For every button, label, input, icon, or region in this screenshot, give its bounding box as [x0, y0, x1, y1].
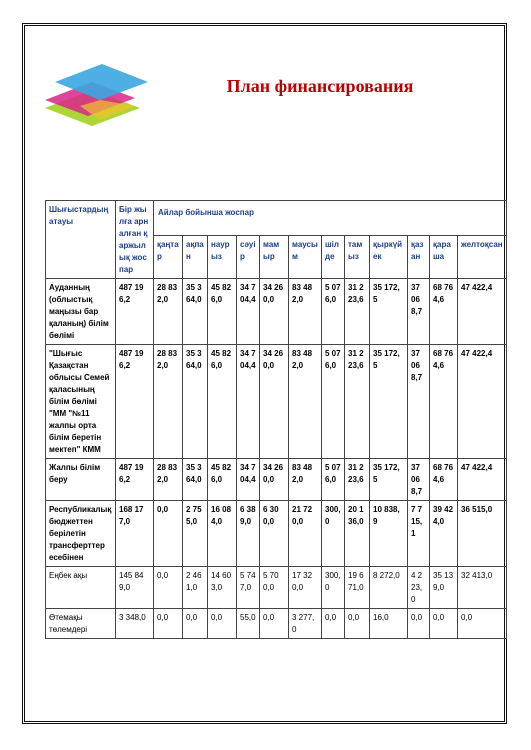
- row-month-value: 3 277,0: [289, 609, 322, 639]
- row-month-value: 5 700,0: [260, 567, 289, 609]
- row-month-value: 300,0: [322, 567, 345, 609]
- row-month-value: 34 260,0: [260, 345, 289, 459]
- row-year-value: 145 849,0: [116, 567, 154, 609]
- row-month-value: 5 747,0: [237, 567, 260, 609]
- row-month-value: 16 084,0: [208, 501, 237, 567]
- row-month-value: 28 832,0: [154, 459, 183, 501]
- row-month-value: 45 826,0: [208, 279, 237, 345]
- row-month-value: 35 364,0: [183, 279, 208, 345]
- row-month-value: 0,0: [322, 609, 345, 639]
- row-month-value: 34 260,0: [260, 459, 289, 501]
- row-month-value: 68 764,6: [430, 459, 458, 501]
- row-month-value: 35 172,5: [370, 279, 408, 345]
- month-header: қазан: [408, 236, 430, 279]
- month-header: қаңтар: [154, 236, 183, 279]
- row-month-value: 35 364,0: [183, 459, 208, 501]
- row-month-value: 21 720,0: [289, 501, 322, 567]
- row-month-value: 0,0: [260, 609, 289, 639]
- month-header: маусым: [289, 236, 322, 279]
- row-year-value: 487 196,2: [116, 279, 154, 345]
- row-name: Республикалық бюджеттен берілетін трансферттер есебінен: [46, 501, 116, 567]
- row-month-value: 5 076,0: [322, 345, 345, 459]
- row-year-value: 487 196,2: [116, 345, 154, 459]
- row-month-value: 28 832,0: [154, 279, 183, 345]
- row-month-value: 55,0: [237, 609, 260, 639]
- row-month-value: 7 715,1: [408, 501, 430, 567]
- row-month-value: 0,0: [154, 567, 183, 609]
- row-month-value: 45 826,0: [208, 345, 237, 459]
- row-month-value: 35 172,5: [370, 345, 408, 459]
- row-month-value: 37 068,7: [408, 459, 430, 501]
- row-month-value: 47 422,4: [458, 459, 507, 501]
- row-month-value: 2 461,0: [183, 567, 208, 609]
- column-header-year-plan: Бір жылға арналған қаржылық жоспар: [116, 201, 154, 279]
- row-month-value: 5 076,0: [322, 459, 345, 501]
- month-header: желтоқсан: [458, 236, 507, 279]
- row-month-value: 34 704,4: [237, 279, 260, 345]
- row-month-value: 31 223,6: [345, 345, 370, 459]
- row-month-value: 0,0: [458, 609, 507, 639]
- month-header: ақпан: [183, 236, 208, 279]
- row-month-value: 19 671,0: [345, 567, 370, 609]
- row-month-value: 37 068,7: [408, 345, 430, 459]
- row-month-value: 68 764,6: [430, 345, 458, 459]
- row-month-value: 36 515,0: [458, 501, 507, 567]
- row-month-value: 34 260,0: [260, 279, 289, 345]
- column-header-monthly-plan: Айлар бойынша жоспар: [154, 201, 507, 236]
- row-month-value: 16,0: [370, 609, 408, 639]
- row-month-value: 0,0: [408, 609, 430, 639]
- row-month-value: 83 482,0: [289, 459, 322, 501]
- row-month-value: 47 422,4: [458, 345, 507, 459]
- row-year-value: 3 348,0: [116, 609, 154, 639]
- row-month-value: 28 832,0: [154, 345, 183, 459]
- row-month-value: 6 389,0: [237, 501, 260, 567]
- row-month-value: 2 755,0: [183, 501, 208, 567]
- row-month-value: 10 838,9: [370, 501, 408, 567]
- row-month-value: 83 482,0: [289, 345, 322, 459]
- row-month-value: 6 300,0: [260, 501, 289, 567]
- row-month-value: 47 422,4: [458, 279, 507, 345]
- row-name: Жалпы білім беру: [46, 459, 116, 501]
- table-row: [46, 459, 507, 501]
- row-month-value: 14 603,0: [208, 567, 237, 609]
- page-title: План финансирования: [226, 76, 414, 96]
- row-name: Еңбек ақы: [46, 567, 116, 609]
- row-month-value: 0,0: [345, 609, 370, 639]
- row-name: Ауданның (облыстық маңызы бар қаланың) білім бөлімі: [46, 279, 116, 345]
- row-month-value: 35 364,0: [183, 345, 208, 459]
- row-month-value: 0,0: [183, 609, 208, 639]
- row-month-value: 34 704,4: [237, 459, 260, 501]
- table-row: [46, 609, 507, 639]
- row-month-value: 83 482,0: [289, 279, 322, 345]
- row-month-value: 8 272,0: [370, 567, 408, 609]
- row-year-value: 487 196,2: [116, 459, 154, 501]
- month-header: қыркүйек: [370, 236, 408, 279]
- finance-plan-table: [45, 200, 507, 639]
- row-year-value: 168 177,0: [116, 501, 154, 567]
- table-row: [46, 501, 507, 567]
- header-row: [46, 201, 507, 236]
- row-month-value: 17 320,0: [289, 567, 322, 609]
- month-header: тамыз: [345, 236, 370, 279]
- row-month-value: 0,0: [430, 609, 458, 639]
- row-month-value: 0,0: [154, 501, 183, 567]
- table-row: [46, 279, 507, 345]
- row-month-value: 35 139,0: [430, 567, 458, 609]
- row-month-value: 5 076,0: [322, 279, 345, 345]
- row-month-value: 39 424,0: [430, 501, 458, 567]
- month-header: қараша: [430, 236, 458, 279]
- table-body: [46, 279, 507, 639]
- row-month-value: 0,0: [154, 609, 183, 639]
- row-month-value: 45 826,0: [208, 459, 237, 501]
- month-header: мамыр: [260, 236, 289, 279]
- row-month-value: 68 764,6: [430, 279, 458, 345]
- month-header: наурыз: [208, 236, 237, 279]
- row-month-value: 31 223,6: [345, 459, 370, 501]
- row-month-value: 37 068,7: [408, 279, 430, 345]
- row-month-value: 32 413,0: [458, 567, 507, 609]
- row-month-value: 34 704,4: [237, 345, 260, 459]
- row-month-value: 300,0: [322, 501, 345, 567]
- row-name: "Шығыс Қазақстан облысы Семей қаласының білім бөлімі "ММ "№11 жалпы орта білім беретін мектеп" КММ: [46, 345, 116, 459]
- row-month-value: 20 136,0: [345, 501, 370, 567]
- row-name: Өтемақы төлемдері: [46, 609, 116, 639]
- month-header: сәуір: [237, 236, 260, 279]
- column-header-name: Шығыстардың атауы: [46, 201, 116, 279]
- logo-icon: [40, 60, 150, 140]
- table-row: [46, 567, 507, 609]
- row-month-value: 0,0: [208, 609, 237, 639]
- row-month-value: 4 223,0: [408, 567, 430, 609]
- row-month-value: 35 172,5: [370, 459, 408, 501]
- row-month-value: 31 223,6: [345, 279, 370, 345]
- table-row: [46, 345, 507, 459]
- month-header: шілде: [322, 236, 345, 279]
